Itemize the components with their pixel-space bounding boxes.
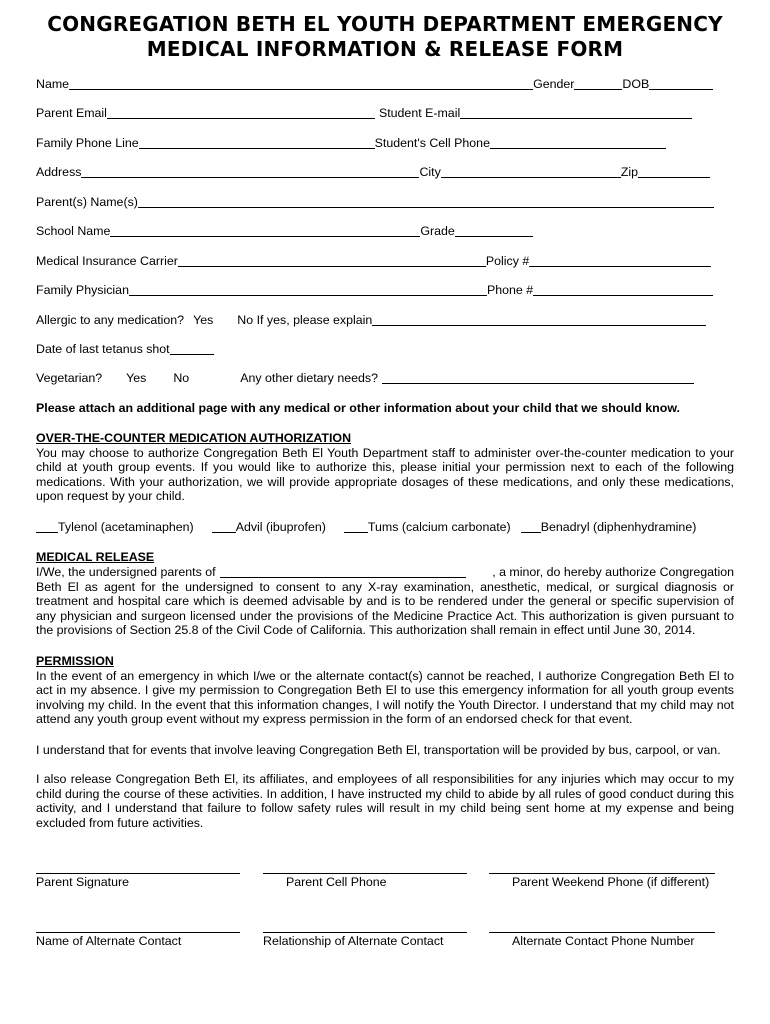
city-label: City xyxy=(419,165,441,179)
vegetarian-yes[interactable]: Yes xyxy=(126,371,147,385)
student-email-label: Student E-mail xyxy=(378,106,461,120)
alt-name-line[interactable] xyxy=(36,932,240,933)
permission-p3: I also release Congregation Beth El, its affiliates, and employees of all responsibilities for any injuries which may occur to my child during the course of these activities. In addition, I have instructed my child to abide by all rules of good conduct during this activity, and I understand that failure to follow safety rules will result in my child being sent home at my expense and being excluded from future activities. xyxy=(36,772,734,830)
parent-cell-line[interactable] xyxy=(263,873,467,874)
row-parents xyxy=(36,193,714,211)
school-name-label: School Name xyxy=(36,224,111,238)
parent-signature-label: Parent Signature xyxy=(36,875,129,889)
student-cell-field[interactable] xyxy=(490,135,666,149)
row-school xyxy=(36,222,533,240)
dob-label: DOB xyxy=(622,77,650,91)
permission-section xyxy=(36,654,734,727)
alt-name-label: Name of Alternate Contact xyxy=(36,934,182,948)
dob-field[interactable] xyxy=(649,76,713,90)
advil-label: Advil (ibuprofen) xyxy=(235,520,326,534)
alt-relationship-label: Relationship of Alternate Contact xyxy=(263,934,444,948)
insurance-field[interactable] xyxy=(178,253,486,267)
parent-signature-line[interactable] xyxy=(36,873,240,874)
gender-label: Gender xyxy=(533,77,575,91)
grade-label: Grade xyxy=(420,224,455,238)
row-phone xyxy=(36,134,666,152)
policy-label: Policy # xyxy=(485,254,530,268)
permission-heading: PERMISSION xyxy=(36,654,114,668)
allergic-yes[interactable]: Yes xyxy=(193,313,214,327)
advil-initial[interactable] xyxy=(212,519,236,533)
release-section xyxy=(36,550,734,638)
row-address xyxy=(36,163,710,181)
row-tetanus xyxy=(36,340,214,358)
alt-relationship-line[interactable] xyxy=(263,932,467,933)
minor-name-field[interactable] xyxy=(220,565,466,578)
benadryl-initial[interactable] xyxy=(521,519,541,533)
tylenol-initial[interactable] xyxy=(36,519,58,533)
tums-label: Tums (calcium carbonate) xyxy=(367,520,511,534)
parent-email-field[interactable] xyxy=(107,105,375,119)
zip-field[interactable] xyxy=(638,164,710,178)
release-lead: I/We, the undersigned parents of xyxy=(36,564,216,579)
school-name-field[interactable] xyxy=(110,223,420,237)
name-field[interactable] xyxy=(69,76,533,90)
address-field[interactable] xyxy=(81,164,419,178)
name-label: Name xyxy=(36,77,70,91)
parent-weekend-line[interactable] xyxy=(489,873,715,874)
grade-field[interactable] xyxy=(455,223,533,237)
family-phone-label: Family Phone Line xyxy=(36,136,139,150)
parents-names-field[interactable] xyxy=(138,194,714,208)
tetanus-label: Date of last tetanus shot xyxy=(36,342,170,356)
title-line-1: CONGREGATION BETH EL YOUTH DEPARTMENT EMERGENCY xyxy=(47,12,723,36)
policy-field[interactable] xyxy=(529,253,711,267)
family-phone-field[interactable] xyxy=(139,135,375,149)
zip-label: Zip xyxy=(620,165,639,179)
allergy-explain-field[interactable] xyxy=(372,312,706,326)
allergic-label: Allergic to any medication? xyxy=(36,313,185,327)
permission-p1: In the event of an emergency in which I/we or the alternate contact(s) cannot be reached, I authorize Congregation Beth El to act in my absence. I give my permission to Congregation Beth El to use this emergency information for all youth group events involving my child. In the event that this information changes, I will notify the Youth Director. I understand that my child may not attend any youth group event without my express permission in the form of an endorsed check for that event. xyxy=(36,668,734,727)
physician-label: Family Physician xyxy=(36,283,129,297)
permission-p2: I understand that for events that involve leaving Congregation Beth El, transportation will be provided by bus, carpool, or van. xyxy=(36,743,721,757)
parent-weekend-label: Parent Weekend Phone (if different) xyxy=(512,875,710,889)
vegetarian-no[interactable]: No xyxy=(173,371,190,385)
parents-names-label: Parent(s) Name(s) xyxy=(36,195,138,209)
row-vegetarian xyxy=(36,369,694,387)
row-name xyxy=(36,75,713,93)
otc-heading: OVER-THE-COUNTER MEDICATION AUTHORIZATION xyxy=(36,431,352,445)
dietary-label: Any other dietary needs? xyxy=(240,371,378,385)
row-insurance xyxy=(36,252,711,270)
parent-email-label: Parent Email xyxy=(36,106,107,120)
title-line-2: MEDICAL INFORMATION & RELEASE FORM xyxy=(146,37,624,61)
student-cell-label: Student's Cell Phone xyxy=(374,136,490,150)
parent-cell-label: Parent Cell Phone xyxy=(286,875,387,889)
address-label: Address xyxy=(36,165,82,179)
insurance-label: Medical Insurance Carrier xyxy=(36,254,178,268)
phone-label: Phone # xyxy=(486,283,534,297)
gender-field[interactable] xyxy=(574,76,622,90)
alt-phone-line[interactable] xyxy=(489,932,715,933)
tetanus-field[interactable] xyxy=(170,341,214,355)
city-field[interactable] xyxy=(441,164,621,178)
tylenol-label: Tylenol (acetaminaphen) xyxy=(58,520,194,534)
physician-field[interactable] xyxy=(129,282,487,296)
form-title xyxy=(0,12,770,62)
release-lead-line xyxy=(36,565,734,580)
alt-phone-label: Alternate Contact Phone Number xyxy=(512,934,695,948)
release-body: Beth El as agent for the undersigned to consent to any X-ray examination, anesthetic, medical, or surgical diagnosis or treatment and hospital care which is deemed advisable by and is to be rendered under the general or specific supervision of any physician and surgeon licensed under the provisions of the Medicine Practice Act. This authorization is given pursuant to the provisions of Section 25.8 of the Civil Code of California. This authorization shall remain in effect until June 30, 2014. xyxy=(36,579,734,638)
dietary-field[interactable] xyxy=(382,370,694,384)
release-after-blank: , a minor, do hereby authorize Congregation xyxy=(492,564,734,579)
phone-field[interactable] xyxy=(533,282,713,296)
student-email-field[interactable] xyxy=(460,105,692,119)
vegetarian-label: Vegetarian? xyxy=(36,371,103,385)
otc-meds-row xyxy=(36,518,696,536)
benadryl-label: Benadryl (diphenhydramine) xyxy=(540,520,697,534)
attach-note: Please attach an additional page with any medical or other information about your child that we should know. xyxy=(36,401,680,415)
row-allergic xyxy=(36,311,706,329)
row-email xyxy=(36,104,692,122)
row-physician xyxy=(36,281,713,299)
tums-initial[interactable] xyxy=(344,519,368,533)
allergic-no-explain[interactable]: No If yes, please explain xyxy=(237,313,373,327)
release-heading: MEDICAL RELEASE xyxy=(36,550,155,564)
otc-section xyxy=(36,431,734,504)
otc-body: You may choose to authorize Congregation Beth El Youth Department staff to administer over-the-counter medication to your child at youth group events. If you would like to authorize this, please initial your permission next to each of the following medications. With your authorization, we will provide appropriate dosages of these medications, and only these medications, upon request by your child. xyxy=(36,445,734,504)
